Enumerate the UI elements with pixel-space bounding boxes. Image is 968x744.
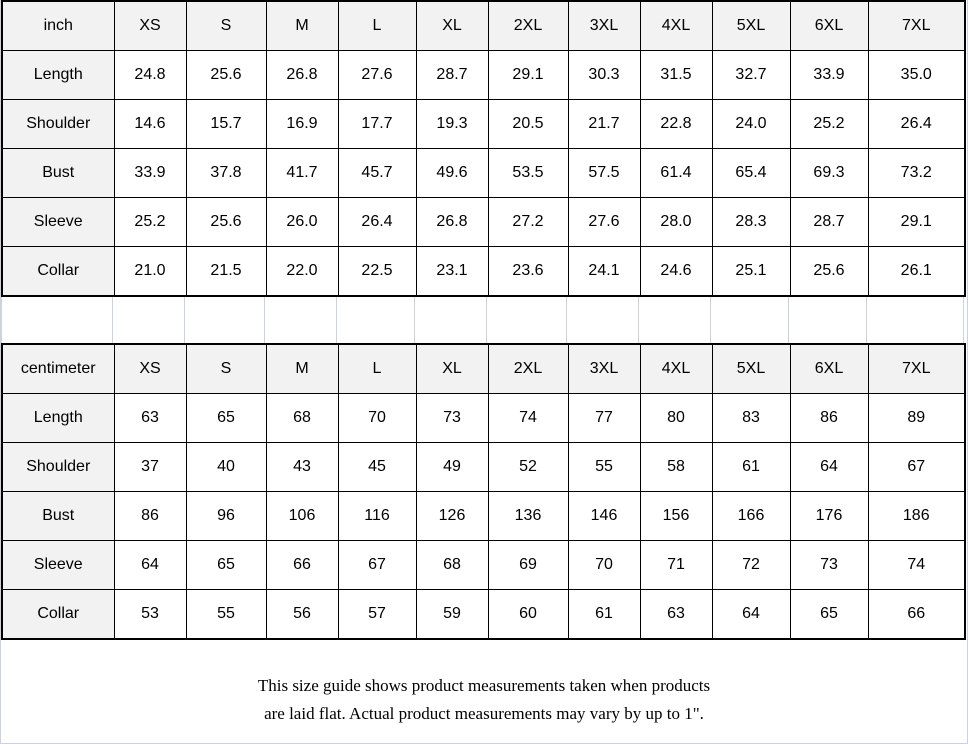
- size-header-cell: 3XL: [568, 1, 640, 51]
- gap-gridline-cell: [567, 297, 639, 343]
- value-cell: 136: [488, 492, 568, 541]
- size-header-cell: 2XL: [488, 344, 568, 394]
- value-cell: 35.0: [868, 51, 965, 100]
- value-cell: 126: [416, 492, 488, 541]
- footer-note-line2: are laid flat. Actual product measurements may vary by up to 1".: [264, 704, 704, 723]
- value-cell: 65: [186, 394, 266, 443]
- measurement-row: [2, 198, 965, 247]
- value-cell: 26.8: [266, 51, 338, 100]
- value-cell: 49.6: [416, 149, 488, 198]
- value-cell: 106: [266, 492, 338, 541]
- value-cell: 64: [790, 443, 868, 492]
- value-cell: 28.7: [790, 198, 868, 247]
- value-cell: 19.3: [416, 100, 488, 149]
- value-cell: 32.7: [712, 51, 790, 100]
- size-table-centimeter: [1, 343, 966, 640]
- size-header-cell: M: [266, 344, 338, 394]
- value-cell: 37: [114, 443, 186, 492]
- size-table-inch: [1, 0, 966, 297]
- size-header-cell: 4XL: [640, 1, 712, 51]
- gap-gridline-cell: [113, 297, 185, 343]
- value-cell: 57: [338, 590, 416, 640]
- value-cell: 24.8: [114, 51, 186, 100]
- value-cell: 86: [790, 394, 868, 443]
- value-cell: 26.0: [266, 198, 338, 247]
- value-cell: 74: [868, 541, 965, 590]
- value-cell: 73: [790, 541, 868, 590]
- value-cell: 55: [186, 590, 266, 640]
- value-cell: 23.1: [416, 247, 488, 297]
- value-cell: 68: [416, 541, 488, 590]
- value-cell: 28.3: [712, 198, 790, 247]
- value-cell: 186: [868, 492, 965, 541]
- value-cell: 56: [266, 590, 338, 640]
- value-cell: 45.7: [338, 149, 416, 198]
- value-cell: 37.8: [186, 149, 266, 198]
- size-header-cell: XL: [416, 344, 488, 394]
- gap-gridline-cell: [487, 297, 567, 343]
- value-cell: 24.6: [640, 247, 712, 297]
- value-cell: 71: [640, 541, 712, 590]
- size-header-row: [2, 1, 965, 51]
- value-cell: 67: [868, 443, 965, 492]
- value-cell: 86: [114, 492, 186, 541]
- value-cell: 26.4: [338, 198, 416, 247]
- gap-gridline-cell: [415, 297, 487, 343]
- value-cell: 29.1: [488, 51, 568, 100]
- value-cell: 27.2: [488, 198, 568, 247]
- value-cell: 25.6: [790, 247, 868, 297]
- size-header-cell: XL: [416, 1, 488, 51]
- value-cell: 64: [114, 541, 186, 590]
- value-cell: 72: [712, 541, 790, 590]
- row-label-cell: Length: [2, 51, 114, 100]
- gap-gridline-cell: [185, 297, 265, 343]
- value-cell: 67: [338, 541, 416, 590]
- row-label-cell: Shoulder: [2, 443, 114, 492]
- row-label-cell: Collar: [2, 590, 114, 640]
- measurement-row: [2, 541, 965, 590]
- value-cell: 53: [114, 590, 186, 640]
- value-cell: 74: [488, 394, 568, 443]
- row-label-cell: Sleeve: [2, 198, 114, 247]
- value-cell: 65: [790, 590, 868, 640]
- measurement-row: [2, 100, 965, 149]
- unit-label-cell: centimeter: [2, 344, 114, 394]
- value-cell: 166: [712, 492, 790, 541]
- value-cell: 28.0: [640, 198, 712, 247]
- value-cell: 27.6: [568, 198, 640, 247]
- size-header-cell: 6XL: [790, 1, 868, 51]
- row-label-cell: Bust: [2, 492, 114, 541]
- size-header-cell: 4XL: [640, 344, 712, 394]
- value-cell: 29.1: [868, 198, 965, 247]
- size-header-cell: XS: [114, 344, 186, 394]
- value-cell: 60: [488, 590, 568, 640]
- size-header-cell: 7XL: [868, 1, 965, 51]
- value-cell: 40: [186, 443, 266, 492]
- value-cell: 146: [568, 492, 640, 541]
- value-cell: 61: [712, 443, 790, 492]
- value-cell: 89: [868, 394, 965, 443]
- footer-note-line1: This size guide shows product measurements taken when products: [257, 676, 711, 695]
- value-cell: 64: [712, 590, 790, 640]
- grid-gap-row: [1, 297, 964, 343]
- value-cell: 83: [712, 394, 790, 443]
- gap-gridline-cell: [337, 297, 415, 343]
- value-cell: 21.0: [114, 247, 186, 297]
- size-header-cell: 3XL: [568, 344, 640, 394]
- value-cell: 15.7: [186, 100, 266, 149]
- value-cell: 73.2: [868, 149, 965, 198]
- value-cell: 73: [416, 394, 488, 443]
- row-label-cell: Sleeve: [2, 541, 114, 590]
- value-cell: 25.2: [790, 100, 868, 149]
- value-cell: 45: [338, 443, 416, 492]
- value-cell: 30.3: [568, 51, 640, 100]
- value-cell: 65.4: [712, 149, 790, 198]
- value-cell: 25.2: [114, 198, 186, 247]
- value-cell: 16.9: [266, 100, 338, 149]
- gap-gridline-cell: [711, 297, 789, 343]
- measurement-row: [2, 247, 965, 297]
- value-cell: 22.5: [338, 247, 416, 297]
- value-cell: 69.3: [790, 149, 868, 198]
- value-cell: 70: [338, 394, 416, 443]
- value-cell: 63: [640, 590, 712, 640]
- value-cell: 61.4: [640, 149, 712, 198]
- value-cell: 96: [186, 492, 266, 541]
- row-label-cell: Length: [2, 394, 114, 443]
- value-cell: 41.7: [266, 149, 338, 198]
- row-label-cell: Shoulder: [2, 100, 114, 149]
- value-cell: 55: [568, 443, 640, 492]
- value-cell: 25.1: [712, 247, 790, 297]
- value-cell: 17.7: [338, 100, 416, 149]
- value-cell: 27.6: [338, 51, 416, 100]
- value-cell: 26.4: [868, 100, 965, 149]
- value-cell: 26.8: [416, 198, 488, 247]
- value-cell: 53.5: [488, 149, 568, 198]
- size-header-cell: XS: [114, 1, 186, 51]
- size-header-cell: 5XL: [712, 344, 790, 394]
- value-cell: 14.6: [114, 100, 186, 149]
- value-cell: 66: [868, 590, 965, 640]
- value-cell: 21.7: [568, 100, 640, 149]
- size-header-cell: 5XL: [712, 1, 790, 51]
- value-cell: 25.6: [186, 198, 266, 247]
- measurement-row: [2, 590, 965, 640]
- measurement-row: [2, 443, 965, 492]
- value-cell: 176: [790, 492, 868, 541]
- value-cell: 69: [488, 541, 568, 590]
- gap-gridline-cell: [265, 297, 337, 343]
- value-cell: 33.9: [114, 149, 186, 198]
- value-cell: 49: [416, 443, 488, 492]
- value-cell: 31.5: [640, 51, 712, 100]
- size-header-cell: 6XL: [790, 344, 868, 394]
- value-cell: 22.0: [266, 247, 338, 297]
- value-cell: 63: [114, 394, 186, 443]
- value-cell: 61: [568, 590, 640, 640]
- unit-label-cell: inch: [2, 1, 114, 51]
- size-header-cell: M: [266, 1, 338, 51]
- value-cell: 20.5: [488, 100, 568, 149]
- measurement-row: [2, 394, 965, 443]
- size-header-cell: L: [338, 344, 416, 394]
- size-header-cell: 2XL: [488, 1, 568, 51]
- value-cell: 28.7: [416, 51, 488, 100]
- value-cell: 43: [266, 443, 338, 492]
- footer-note: [1, 672, 967, 728]
- gap-gridline-cell: [789, 297, 867, 343]
- size-header-row: [2, 344, 965, 394]
- size-header-cell: 7XL: [868, 344, 965, 394]
- value-cell: 24.0: [712, 100, 790, 149]
- value-cell: 26.1: [868, 247, 965, 297]
- value-cell: 57.5: [568, 149, 640, 198]
- value-cell: 77: [568, 394, 640, 443]
- value-cell: 33.9: [790, 51, 868, 100]
- value-cell: 24.1: [568, 247, 640, 297]
- size-header-cell: S: [186, 1, 266, 51]
- gap-gridline-cell: [639, 297, 711, 343]
- value-cell: 52: [488, 443, 568, 492]
- value-cell: 58: [640, 443, 712, 492]
- value-cell: 156: [640, 492, 712, 541]
- value-cell: 25.6: [186, 51, 266, 100]
- value-cell: 21.5: [186, 247, 266, 297]
- gap-gridline-cell: [867, 297, 964, 343]
- value-cell: 59: [416, 590, 488, 640]
- measurement-row: [2, 51, 965, 100]
- value-cell: 23.6: [488, 247, 568, 297]
- value-cell: 70: [568, 541, 640, 590]
- value-cell: 116: [338, 492, 416, 541]
- value-cell: 68: [266, 394, 338, 443]
- row-label-cell: Bust: [2, 149, 114, 198]
- value-cell: 66: [266, 541, 338, 590]
- value-cell: 80: [640, 394, 712, 443]
- measurement-row: [2, 149, 965, 198]
- value-cell: 65: [186, 541, 266, 590]
- gap-gridline-cell: [1, 297, 113, 343]
- size-header-cell: S: [186, 344, 266, 394]
- measurement-row: [2, 492, 965, 541]
- size-header-cell: L: [338, 1, 416, 51]
- value-cell: 22.8: [640, 100, 712, 149]
- row-label-cell: Collar: [2, 247, 114, 297]
